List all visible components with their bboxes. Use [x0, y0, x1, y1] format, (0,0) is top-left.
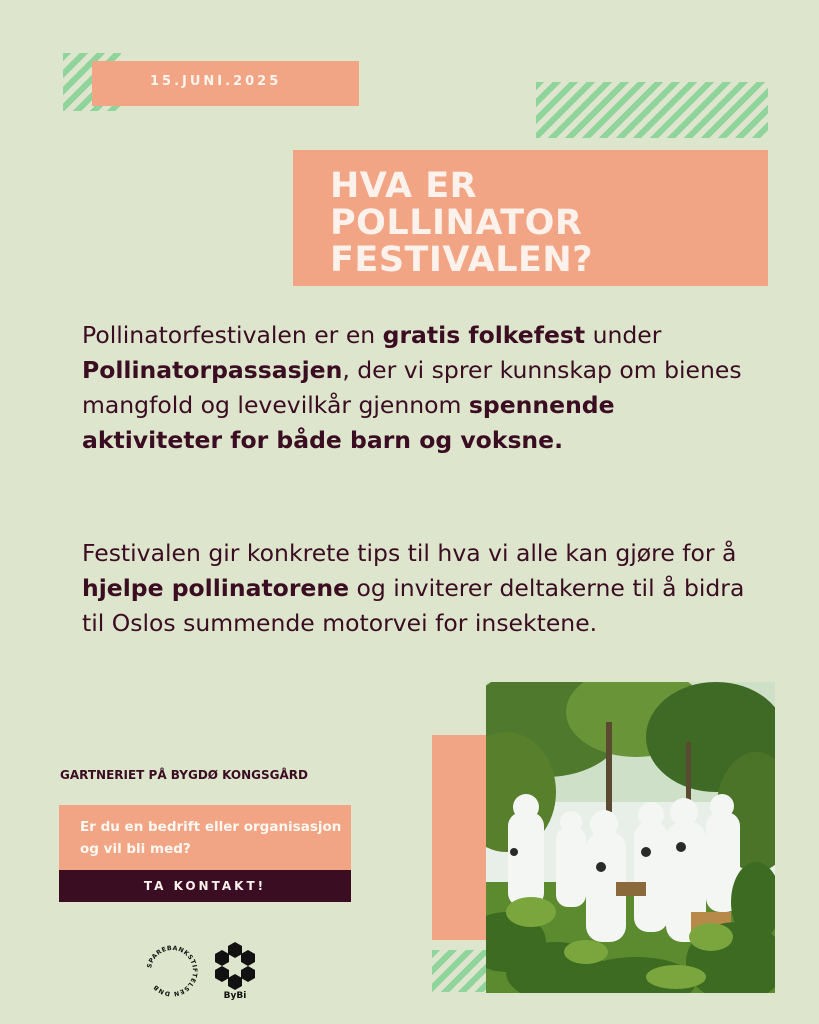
highlight-text: Pollinatorpassasjen	[82, 356, 343, 384]
intro-paragraph	[82, 318, 762, 458]
text-run: Festivalen gir konkrete tips til hva vi alle kan gjøre for å	[82, 539, 737, 567]
text-run: , der vi sprer kunnskap om bienes mangfold og levevilkår gjennom	[82, 356, 742, 419]
location-label: GARTNERIET PÅ BYGDØ KONGSGÅRD	[60, 768, 308, 782]
highlight-text: hjelpe pollinatorene	[82, 574, 350, 602]
title-line-3: FESTIVALEN?	[330, 240, 594, 280]
svg-text:SPAREBANKSTIFTELSEN DNB	[146, 945, 198, 997]
text-run: og inviterer deltakerne til å bidra til Oslos summende motorvei for insektene.	[82, 574, 745, 637]
bybi-logo	[213, 940, 257, 1000]
tips-paragraph	[82, 536, 762, 641]
stripe-decoration-top-right	[536, 82, 768, 138]
contact-button[interactable]: TA KONTAKT!	[59, 870, 351, 902]
text-run: Pollinatorfestivalen er en	[82, 321, 383, 349]
highlight-text: gratis folkefest	[382, 321, 586, 349]
title-line-2: POLLINATOR	[330, 203, 583, 243]
highlight-text: spennende aktiviteter for både barn og voksne.	[82, 391, 615, 454]
page-title	[330, 168, 750, 279]
sparebank-logo-text: SPAREBANKSTIFTELSEN DNB	[146, 944, 199, 998]
photo-accent-block	[432, 735, 488, 940]
cta-question: Er du en bedrift eller organisasjon og vil bli med?	[80, 819, 342, 857]
sparebankstiftelsen-logo	[141, 940, 203, 1002]
text-run: under	[585, 321, 662, 349]
event-date: 15.JUNI.2025	[150, 74, 282, 89]
title-line-1: HVA ER	[330, 166, 478, 206]
bybi-logo-text: ByBi	[223, 991, 247, 1000]
beekeepers-photo	[486, 682, 775, 993]
